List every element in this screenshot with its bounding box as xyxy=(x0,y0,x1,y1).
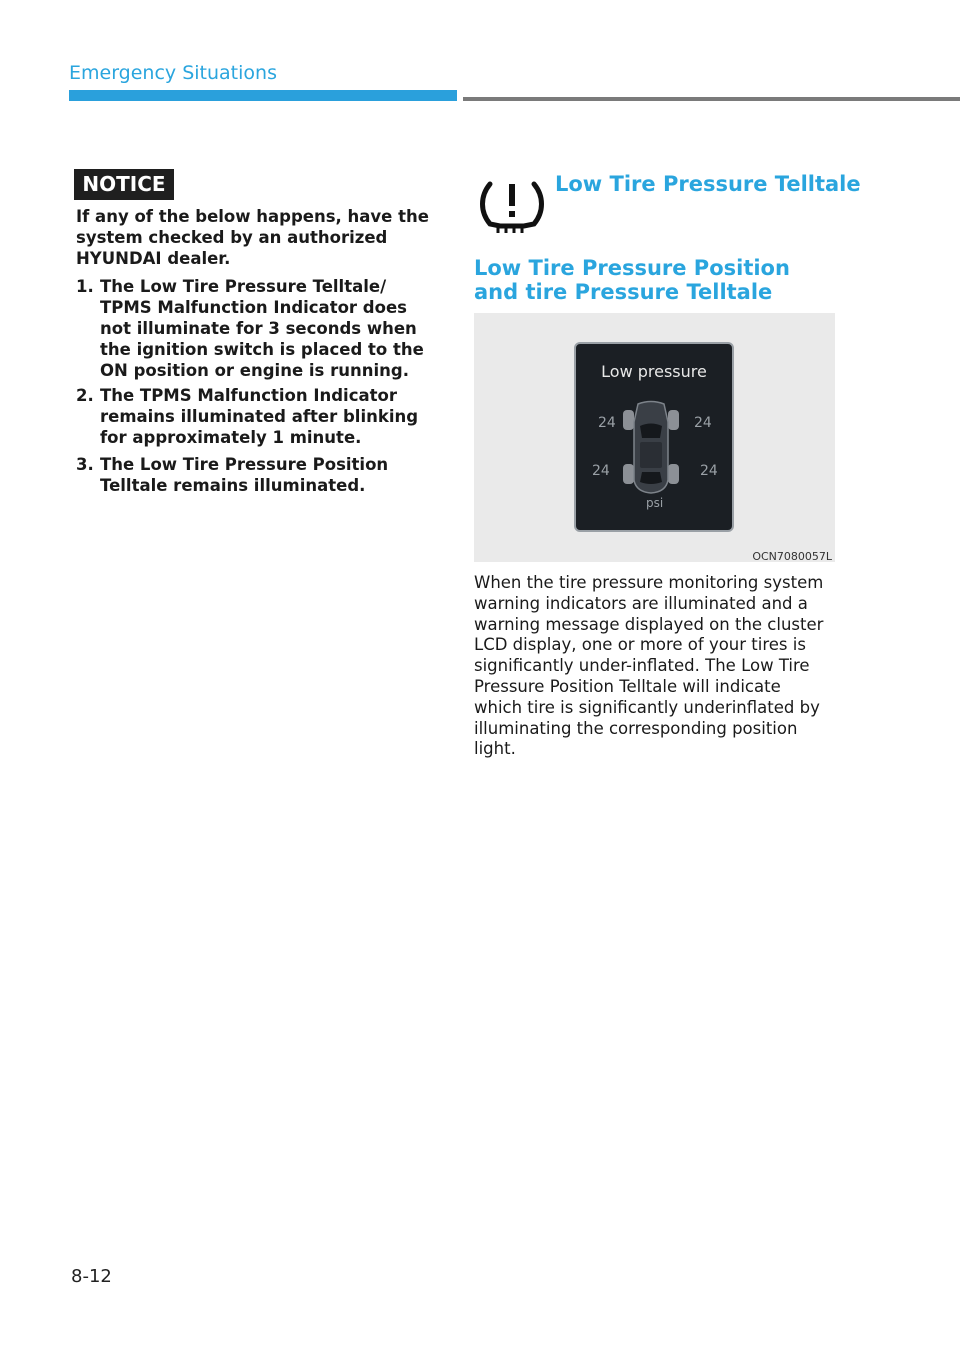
tire-pressure-front-right: 24 xyxy=(694,415,712,431)
notice-item-text: The Low Tire Pressure Position Telltale remains illuminated. xyxy=(100,455,389,495)
notice-intro: If any of the below happens, have the system checked by an authorized HYUNDAI dealer. xyxy=(76,207,429,268)
page-number: 8-12 xyxy=(71,1266,112,1287)
tire-pressure-rear-right: 24 xyxy=(700,463,718,479)
subheading: Low Tire Pressure Position and tire Pressure Telltale xyxy=(474,256,790,304)
car-top-view-icon xyxy=(620,400,682,496)
notice-item-text: The TPMS Malfunction Indicator remains illuminated after blinking for approximately 1 minute. xyxy=(100,386,419,447)
telltale-title: Low Tire Pressure Telltale xyxy=(555,172,861,196)
cluster-display xyxy=(574,342,734,532)
body-paragraph: When the tire pressure monitoring system warning indicators are illuminated and a warning message displayed on the cluster LCD display, one or more of your tires is significantly under-inflated. The Low Tire Pressure Position Telltale will indicate which tire is significantly underinflated by illuminating the corresponding position light. xyxy=(474,573,824,759)
notice-badge: NOTICE xyxy=(74,169,174,200)
notice-item-number: 1. xyxy=(76,277,94,296)
low-tire-pressure-icon xyxy=(478,172,546,236)
notice-item xyxy=(76,276,438,381)
header-rule-grey xyxy=(463,97,960,101)
section-title: Emergency Situations xyxy=(69,62,277,84)
tire-pressure-rear-left: 24 xyxy=(592,463,610,479)
header-rule-accent xyxy=(69,90,457,101)
tire-pressure-front-left: 24 xyxy=(598,415,616,431)
notice-item-number: 2. xyxy=(76,386,94,405)
low-pressure-message: Low pressure xyxy=(601,362,707,381)
notice-item-text: The Low Tire Pressure Telltale/ TPMS Malfunction Indicator does not illuminate for 3 seconds when the ignition switch is placed to the ON position or engine is running. xyxy=(100,277,424,380)
notice-item xyxy=(76,385,438,448)
notice-item-number: 3. xyxy=(76,455,94,474)
cluster-figure xyxy=(474,313,835,562)
pressure-unit: psi xyxy=(646,496,664,510)
figure-code: OCN7080057L xyxy=(752,550,832,563)
notice-item xyxy=(76,454,438,496)
